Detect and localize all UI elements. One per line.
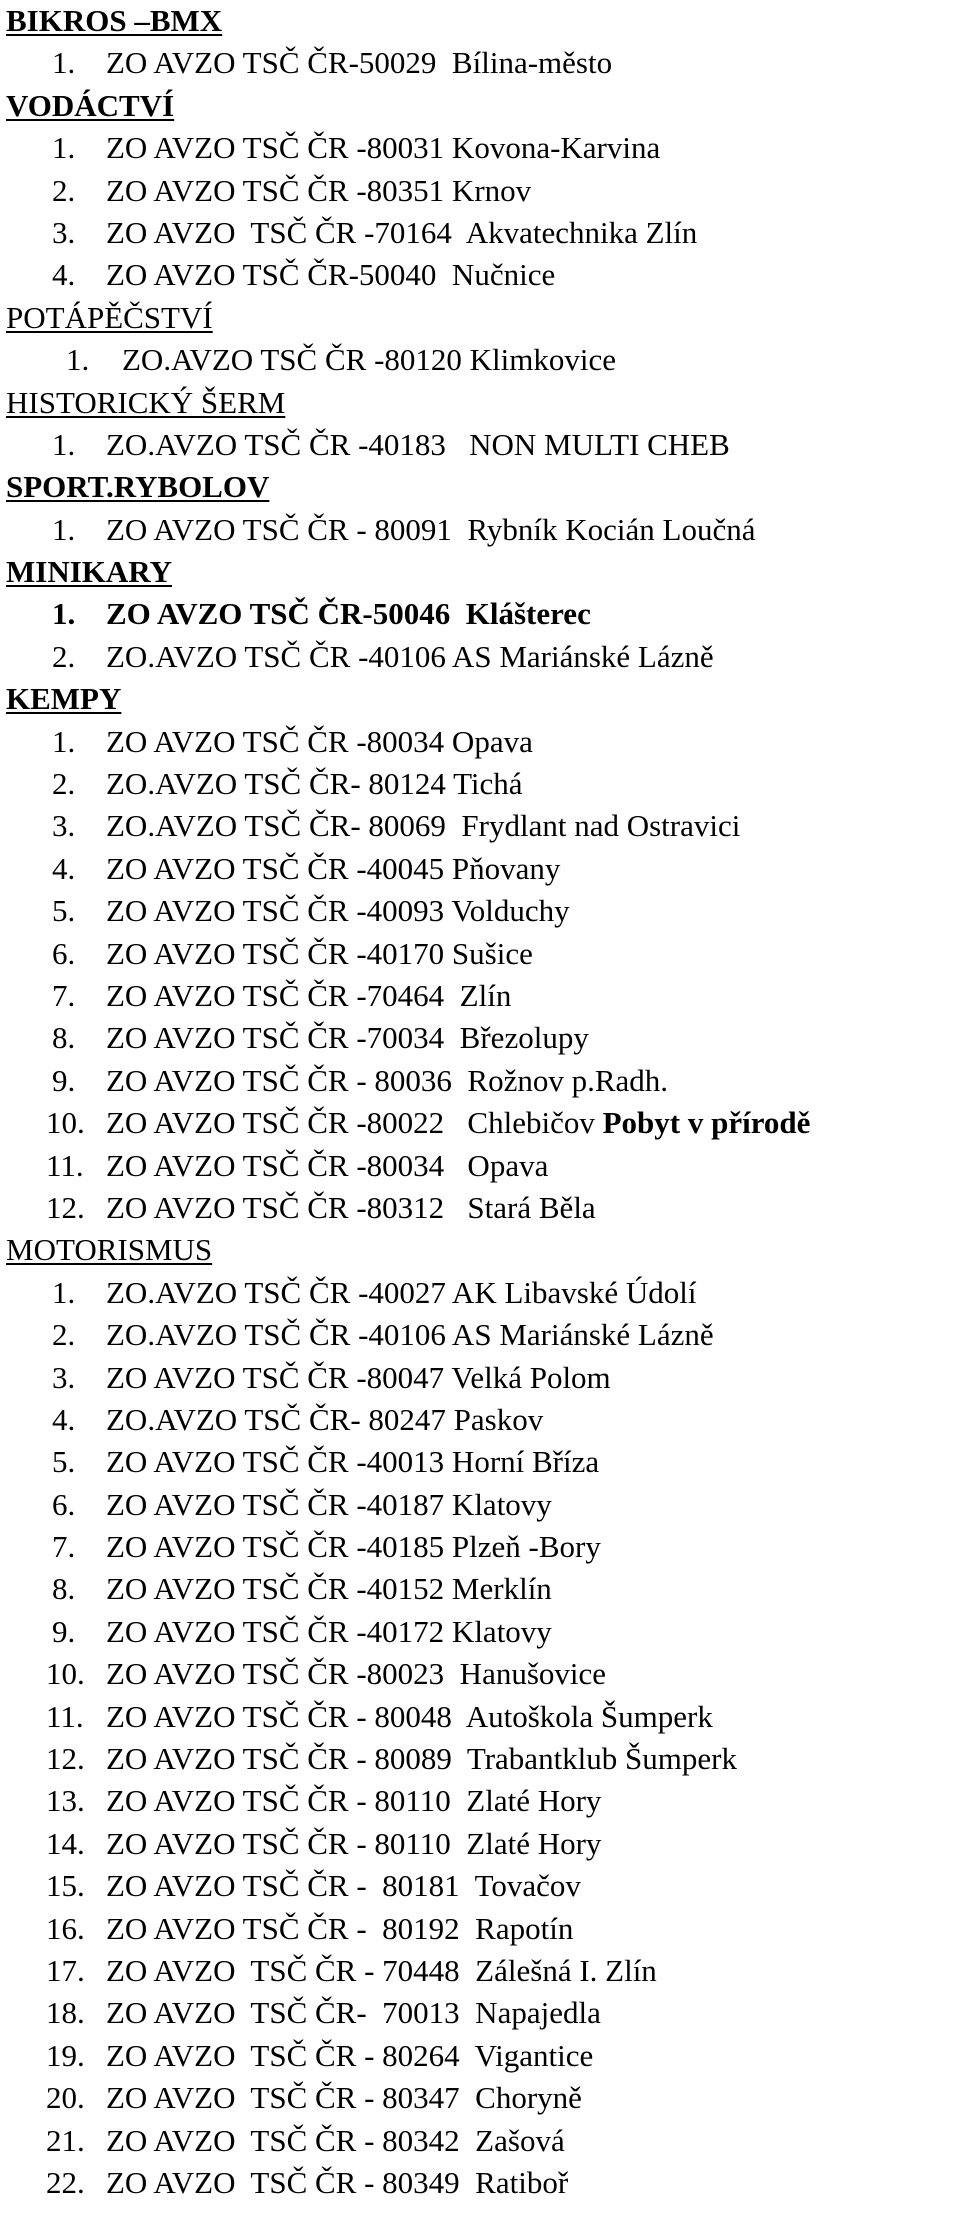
list-item	[0, 2035, 960, 2077]
list-item	[0, 1145, 960, 1187]
list-item	[0, 42, 960, 84]
list-item	[0, 2077, 960, 2119]
list-item-text	[106, 2035, 593, 2077]
list-item-text	[106, 1568, 552, 1610]
list-item-number: 8.	[52, 1571, 76, 1607]
list-item-number: 5.	[52, 893, 76, 929]
section-heading: SPORT.RYBOLOV	[6, 469, 270, 505]
list-item-number: 9.	[52, 1613, 76, 1649]
list-item	[0, 1865, 960, 1907]
list-item	[0, 2162, 960, 2204]
list-item-text	[106, 1865, 581, 1907]
list-item-label: ZO AVZO TSČ ČR -70464 Zlín	[106, 977, 512, 1013]
section-heading: POTÁPĚČSTVÍ	[6, 299, 213, 335]
list-item-number: 14.	[46, 1825, 85, 1861]
list-item-label: ZO AVZO TSČ ČR - 80091 Rybník Kocián Loučná	[106, 511, 756, 547]
list-item	[0, 1780, 960, 1822]
list-item-number: 16.	[46, 1910, 85, 1946]
list-item-number: 7.	[52, 1529, 76, 1565]
list-item-label: ZO AVZO TSČ ČR -80047 Velká Polom	[106, 1359, 611, 1395]
list-item	[0, 1908, 960, 1950]
list-item-number: 2.	[52, 766, 76, 802]
section-heading: KEMPY	[6, 681, 122, 717]
list-item-number: 8.	[52, 1020, 76, 1056]
list-item-text	[106, 848, 560, 890]
list-item	[0, 1738, 960, 1780]
list-item-number: 4.	[52, 257, 76, 293]
list-item	[0, 636, 960, 678]
list-item-label: ZO AVZO TSČ ČR-50040 Nučnice	[106, 257, 556, 293]
list-item-text	[106, 509, 755, 551]
list-item-text	[106, 1611, 552, 1653]
list-item-label: ZO AVZO TSČ ČR - 80349 Ratiboř	[106, 2164, 569, 2200]
list-item-label: ZO AVZO TSČ ČR - 80347 Choryně	[106, 2080, 582, 2116]
list-item	[0, 339, 960, 381]
list-item-text	[106, 1738, 737, 1780]
list-item-number: 1.	[66, 342, 90, 378]
list-item-label: ZO AVZO TSČ ČR - 80181 Tovačov	[106, 1868, 581, 1904]
list-item	[0, 1017, 960, 1059]
list-item	[0, 254, 960, 296]
list-item-number: 2.	[52, 638, 76, 674]
list-item-number: 1.	[52, 1274, 76, 1310]
list-item-label: ZO AVZO TSČ ČR -80023 Hanušovice	[106, 1656, 607, 1692]
list-item-number: 21.	[46, 2122, 85, 2158]
list-item-label: ZO AVZO TSČ ČR -80034 Opava	[106, 723, 533, 759]
list-item-label: ZO AVZO TSČ ČR -80312 Stará Běla	[106, 1189, 596, 1225]
list-item	[0, 1653, 960, 1695]
list-item	[0, 212, 960, 254]
list-item-label: ZO AVZO TSČ ČR-50046 Klášterec	[106, 596, 591, 632]
list-item	[0, 933, 960, 975]
list-item	[0, 170, 960, 212]
list-item-text	[106, 1950, 657, 1992]
list-item-label: ZO AVZO TSČ ČR - 80036 Rožnov p.Radh.	[106, 1062, 669, 1098]
list-item-text	[106, 975, 511, 1017]
list-item-text	[106, 212, 697, 254]
list-item	[0, 2120, 960, 2162]
list-item	[0, 975, 960, 1017]
list-item-text	[106, 1992, 601, 2034]
list-item-number: 3.	[52, 1359, 76, 1395]
list-item-number: 22.	[46, 2164, 85, 2200]
list-item-number: 13.	[46, 1783, 85, 1819]
list-item-label: ZO AVZO TSČ ČR-50029 Bílina-město	[106, 45, 613, 81]
list-item	[0, 1441, 960, 1483]
list-item-text	[106, 1357, 611, 1399]
list-item-text	[106, 721, 533, 763]
list-item-label: ZO AVZO TSČ ČR -70034 Březolupy	[106, 1020, 589, 1056]
list-item-label: ZO AVZO TSČ ČR -80351 Krnov	[106, 172, 532, 208]
list-item-number: 9.	[52, 1062, 76, 1098]
list-item-label: ZO AVZO TSČ ČR -70164 Akvatechnika Zlín	[106, 214, 698, 250]
list-item	[0, 509, 960, 551]
list-item-text	[106, 1908, 573, 1950]
list-item-emphasis: Pobyt v přírodě	[602, 1105, 811, 1141]
list-item-label: ZO AVZO TSČ ČR -80034 Opava	[106, 1147, 549, 1183]
list-item-label: ZO AVZO TSČ ČR - 80192 Rapotín	[106, 1910, 574, 1946]
list-item-label: ZO AVZO TSČ ČR - 80264 Vigantice	[106, 2037, 594, 2073]
list-item-text	[106, 933, 533, 975]
list-item-text	[106, 254, 555, 296]
list-item-text	[106, 1823, 601, 1865]
list-item	[0, 1314, 960, 1356]
list-item-text	[106, 127, 660, 169]
section-heading: BIKROS –BMX	[6, 3, 223, 38]
list-item-text	[106, 2077, 582, 2119]
list-item-label: ZO.AVZO TSČ ČR- 80069 Frydlant nad Ostravici	[106, 808, 741, 844]
list-item	[0, 1823, 960, 1865]
list-item-label: ZO AVZO TSČ ČR -40152 Merklín	[106, 1571, 552, 1607]
section-heading: MINIKARY	[6, 554, 172, 590]
list-item-number: 20.	[46, 2080, 85, 2116]
list-item-number: 1.	[52, 45, 76, 81]
list-item-label: ZO AVZO TSČ ČR -40013 Horní Bříza	[106, 1444, 600, 1480]
list-item-number: 2.	[52, 172, 76, 208]
list-item-number: 1.	[52, 130, 76, 166]
list-item-text	[106, 1145, 548, 1187]
list-item-text	[106, 1526, 601, 1568]
list-item	[0, 1060, 960, 1102]
list-item-text	[106, 2120, 565, 2162]
list-item-text	[106, 1102, 810, 1144]
list-item-number: 15.	[46, 1868, 85, 1904]
list-item-label: ZO.AVZO TSČ ČR -40106 AS Mariánské Lázně	[106, 638, 714, 674]
list-item-label: ZO.AVZO TSČ ČR -40183 NON MULTI CHEB	[106, 426, 730, 462]
list-item-text	[106, 42, 612, 84]
list-item-number: 3.	[52, 214, 76, 250]
list-item	[0, 1272, 960, 1314]
list-item	[0, 1992, 960, 2034]
list-item-text	[106, 763, 523, 805]
list-item	[0, 1187, 960, 1229]
list-item-label: ZO AVZO TSČ ČR - 80048 Autoškola Šumperk	[106, 1698, 713, 1734]
list-item-text	[106, 1441, 599, 1483]
list-item-text	[122, 339, 616, 381]
list-item-number: 6.	[52, 935, 76, 971]
list-item-number: 1.	[52, 723, 76, 759]
list-item-text	[106, 1653, 606, 1695]
list-item-text	[106, 636, 714, 678]
list-item-text	[106, 1187, 596, 1229]
list-item-number: 6.	[52, 1486, 76, 1522]
list-item-label: ZO.AVZO TSČ ČR- 80247 Paskov	[106, 1401, 544, 1437]
list-item-number: 11.	[46, 1147, 84, 1183]
list-item-label: ZO AVZO TSČ ČR -40093 Volduchy	[106, 893, 570, 929]
list-item	[0, 1399, 960, 1441]
list-item-number: 2.	[52, 1317, 76, 1353]
list-item-text	[106, 1780, 601, 1822]
list-item-text	[106, 1399, 543, 1441]
list-item-number: 3.	[52, 808, 76, 844]
list-item	[0, 848, 960, 890]
list-item-label: ZO AVZO TSČ ČR -40185 Plzeň -Bory	[106, 1529, 601, 1565]
list-item-text	[106, 170, 531, 212]
list-item-number: 5.	[52, 1444, 76, 1480]
list-item-label: ZO AVZO TSČ ČR - 80110 Zlaté Hory	[106, 1783, 602, 1819]
list-item-number: 12.	[46, 1189, 85, 1225]
list-item-text	[106, 1314, 714, 1356]
list-item	[0, 127, 960, 169]
list-item-text	[106, 890, 570, 932]
list-item	[0, 1102, 960, 1144]
list-item-label: ZO AVZO TSČ ČR -40170 Sušice	[106, 935, 533, 971]
list-item-number: 10.	[46, 1105, 85, 1141]
list-item-number: 19.	[46, 2037, 85, 2073]
list-item-text	[106, 593, 591, 635]
list-item	[0, 721, 960, 763]
list-item-number: 1.	[52, 596, 76, 632]
list-item	[0, 1526, 960, 1568]
list-item-label: ZO.AVZO TSČ ČR -80120 Klimkovice	[122, 342, 617, 378]
list-item-number: 4.	[52, 850, 76, 886]
list-item	[0, 805, 960, 847]
list-item	[0, 763, 960, 805]
list-item-text	[106, 1272, 696, 1314]
section-heading: HISTORICKÝ ŠERM	[6, 384, 286, 420]
list-item	[0, 1611, 960, 1653]
list-item-number: 17.	[46, 1952, 85, 1988]
list-item-number: 11.	[46, 1698, 84, 1734]
list-item	[0, 1568, 960, 1610]
list-item-label: ZO AVZO TSČ ČR - 80089 Trabantklub Šumperk	[106, 1741, 737, 1777]
list-item-label: ZO.AVZO TSČ ČR- 80124 Tichá	[106, 766, 523, 802]
list-item	[0, 890, 960, 932]
list-item-label: ZO AVZO TSČ ČR - 70448 Zálešná I. Zlín	[106, 1952, 657, 1988]
list-item-number: 7.	[52, 977, 76, 1013]
list-item	[0, 1696, 960, 1738]
list-item-label: ZO.AVZO TSČ ČR -40106 AS Mariánské Lázně	[106, 1317, 714, 1353]
list-item-label: ZO AVZO TSČ ČR -40187 Klatovy	[106, 1486, 552, 1522]
list-item	[0, 1950, 960, 1992]
list-item-number: 4.	[52, 1401, 76, 1437]
list-item-label: ZO AVZO TSČ ČR- 70013 Napajedla	[106, 1995, 601, 2031]
list-item-number: 10.	[46, 1656, 85, 1692]
list-item-number: 18.	[46, 1995, 85, 2031]
list-item	[0, 424, 960, 466]
section-heading: VODÁCTVÍ	[6, 87, 175, 123]
section-heading: MOTORISMUS	[6, 1232, 213, 1268]
list-item-text	[106, 1060, 668, 1102]
list-item-label: ZO AVZO TSČ ČR -80022 Chlebičov	[106, 1105, 603, 1141]
list-item-label: ZO AVZO TSČ ČR - 80342 Zašová	[106, 2122, 565, 2158]
list-item-text	[106, 1696, 713, 1738]
list-item	[0, 593, 960, 635]
list-item-text	[106, 1484, 552, 1526]
list-item-label: ZO AVZO TSČ ČR -80031 Kovona-Karvina	[106, 130, 661, 166]
list-item-label: ZO AVZO TSČ ČR -40172 Klatovy	[106, 1613, 552, 1649]
list-item-label: ZO AVZO TSČ ČR - 80110 Zlaté Hory	[106, 1825, 602, 1861]
list-item-label: ZO AVZO TSČ ČR -40045 Pňovany	[106, 850, 561, 886]
list-item-number: 12.	[46, 1741, 85, 1777]
list-item	[0, 1357, 960, 1399]
list-item-text	[106, 424, 730, 466]
list-item	[0, 1484, 960, 1526]
list-item-text	[106, 805, 740, 847]
list-item-text	[106, 1017, 589, 1059]
list-item-number: 1.	[52, 426, 76, 462]
list-item-text	[106, 2162, 568, 2204]
list-item-label: ZO.AVZO TSČ ČR -40027 AK Libavské Údolí	[106, 1274, 697, 1310]
list-item-number: 1.	[52, 511, 76, 547]
